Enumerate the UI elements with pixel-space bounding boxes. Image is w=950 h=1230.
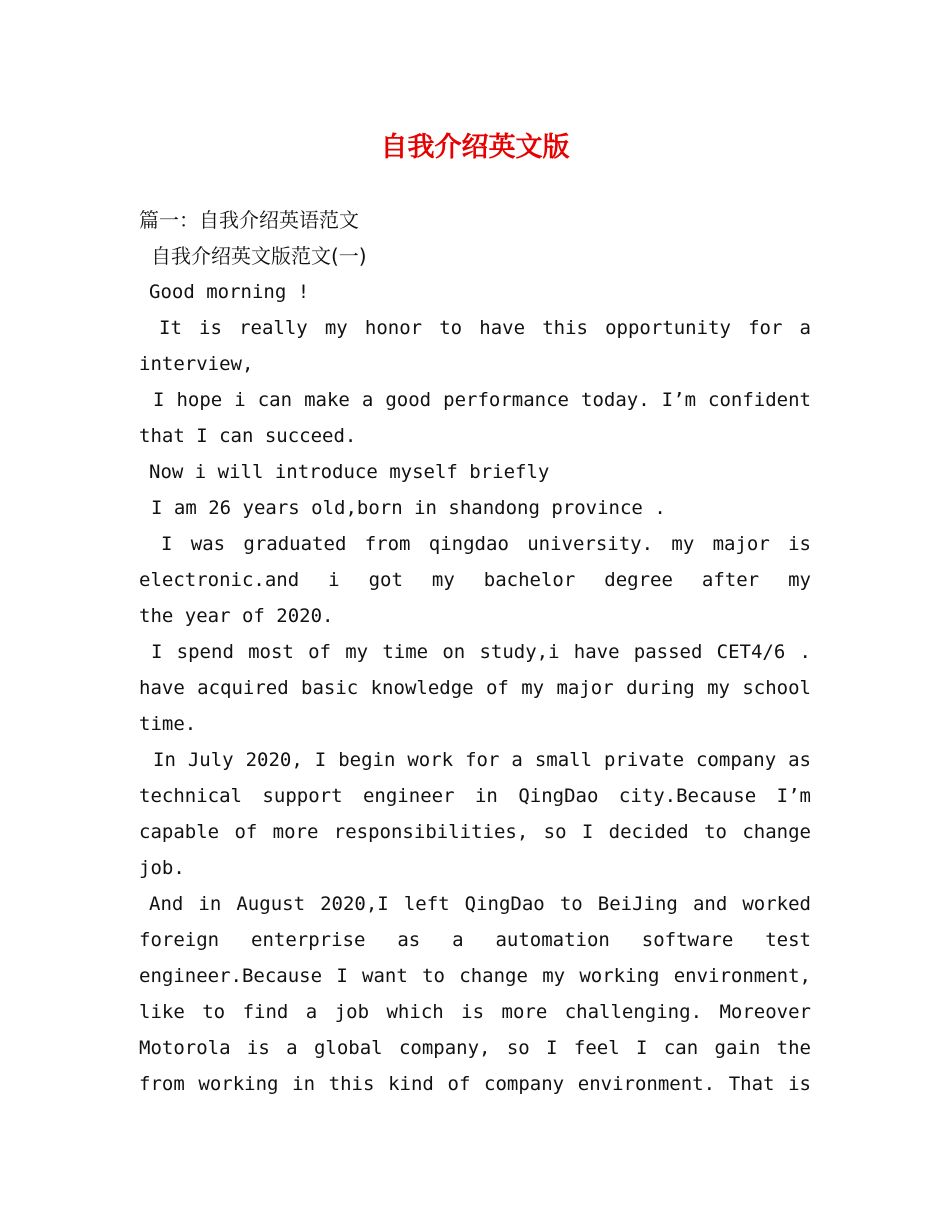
text-line: like to find a job which is more challenging. Moreover — [139, 1001, 811, 1023]
text-line: I spend most of my time on study,i have passed CET4/6 . — [151, 641, 811, 663]
text-line: I hope i can make a good performance today. I’m confident — [153, 389, 811, 411]
text-line: the year of 2020. — [139, 605, 334, 627]
text-line: 自我介绍英文版范文(一) — [151, 244, 367, 268]
text-line: In July 2020, I begin work for a small private company as — [153, 749, 811, 771]
text-line: foreign enterprise as a automation software test — [139, 929, 811, 951]
text-line: time. — [139, 713, 197, 735]
text-line: I am 26 years old,born in shandong province . — [151, 497, 666, 519]
text-line: engineer.Because I want to change my working environment, — [139, 965, 811, 987]
document-body — [139, 202, 811, 1102]
text-line: job. — [139, 857, 185, 879]
text-line: from working in this kind of company environment. That is — [139, 1073, 811, 1095]
text-line: Motorola is a global company, so I feel I can gain the — [139, 1037, 811, 1059]
text-line: technical support engineer in QingDao city.Because I’m — [139, 785, 811, 807]
text-line: electronic.and i got my bachelor degree after my — [139, 569, 811, 591]
text-line: Now i will introduce myself briefly — [149, 461, 550, 483]
text-line: have acquired basic knowledge of my major during my school — [139, 677, 811, 699]
text-line: It is really my honor to have this opportunity for a — [159, 317, 811, 339]
text-line: And in August 2020,I left QingDao to BeiJing and worked — [149, 893, 811, 915]
text-line: capable of more responsibilities, so I decided to change — [139, 821, 811, 843]
text-line: Good morning ! — [149, 281, 310, 303]
document-title: 自我介绍英文版 — [380, 132, 570, 163]
text-line: I was graduated from qingdao university. my major is — [161, 533, 811, 555]
text-line: that I can succeed. — [139, 425, 357, 447]
text-line: interview, — [139, 353, 254, 375]
text-line: 篇一：自我介绍英语范文 — [139, 208, 359, 232]
